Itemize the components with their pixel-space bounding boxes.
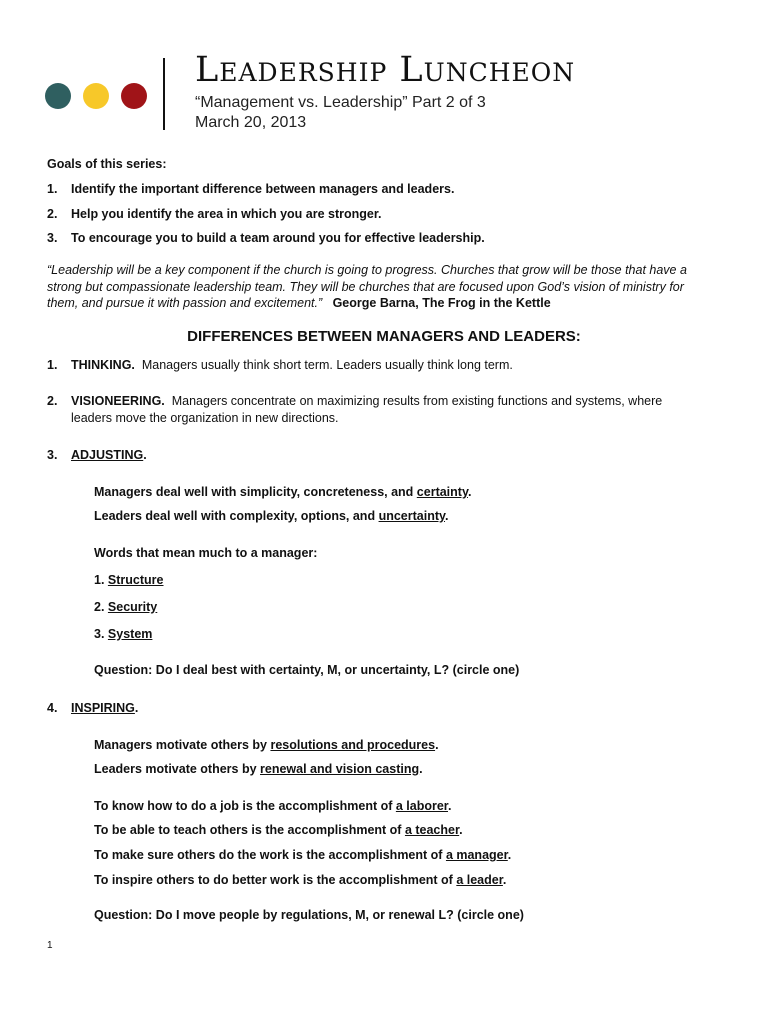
point-number: 4. <box>47 701 58 715</box>
point-adjusting <box>71 448 147 462</box>
point-visioneering <box>71 394 662 408</box>
point-text: Managers concentrate on maximizing results from existing functions and systems, where <box>171 394 663 408</box>
line-text: Leaders deal well with complexity, options, and <box>94 509 379 523</box>
quote-text: “Leadership will be a key component if the church is going to progress. Churches that grow will be those that have a strong but compassionate leadership team. They will be churches that are focused upon God’s vision of ministry for them, and pursue it with passion and excitement.” <box>47 263 687 310</box>
point-label-period: . <box>134 701 139 715</box>
role-line <box>94 848 511 862</box>
words-heading: Words that mean much to a manager: <box>94 546 318 560</box>
line-period: . <box>435 738 439 752</box>
teal-dot <box>45 83 71 109</box>
document-date: March 20, 2013 <box>195 114 307 131</box>
goal-number: 2. <box>47 207 58 221</box>
line-period: . <box>445 509 449 523</box>
point-label: THINKING. <box>71 358 135 372</box>
word-number: 3. <box>94 627 105 641</box>
document-subtitle: “Management vs. Leadership” Part 2 of 3 <box>195 94 486 111</box>
inspiring-question: Question: Do I move people by regulations, M, or renewal L? (circle one) <box>94 908 524 922</box>
underlined-answer: Structure <box>107 573 164 587</box>
page-number: 1 <box>47 940 53 951</box>
role-line <box>94 823 463 837</box>
adjusting-leaders-line <box>94 509 449 523</box>
line-period: . <box>459 823 463 837</box>
header-divider <box>163 58 165 130</box>
underlined-answer: System <box>107 627 153 641</box>
point-label-period: . <box>143 448 147 462</box>
line-text: To make sure others do the work is the accomplishment of <box>94 848 446 862</box>
point-number: 3. <box>47 448 58 462</box>
underlined-answer: uncertainty <box>378 509 446 523</box>
goal-item: To encourage you to build a team around you for effective leadership. <box>71 231 485 245</box>
underlined-answer: resolutions and procedures <box>270 738 436 752</box>
line-period: . <box>507 848 512 862</box>
line-period: . <box>448 799 452 813</box>
underlined-answer: certainty <box>416 485 468 499</box>
quote-author: George Barna, The Frog in the Kettle <box>332 296 551 310</box>
point-number: 2. <box>47 394 58 408</box>
line-text: To inspire others to do better work is the accomplishment of <box>94 873 457 887</box>
word-number: 2. <box>94 600 105 614</box>
line-period: . <box>467 485 472 499</box>
underlined-answer: a manager <box>445 848 508 862</box>
role-line <box>94 873 506 887</box>
adjusting-managers-line <box>94 485 471 499</box>
underlined-answer: Security <box>107 600 158 614</box>
underlined-answer: a leader <box>456 873 503 887</box>
inspiring-managers-line <box>94 738 439 752</box>
point-label: VISIONEERING. <box>71 394 165 408</box>
line-text: Managers motivate others by <box>94 738 271 752</box>
goal-number: 1. <box>47 182 58 196</box>
point-inspiring <box>71 701 138 715</box>
section-heading: DIFFERENCES BETWEEN MANAGERS AND LEADERS: <box>187 328 581 345</box>
point-label: ADJUSTING <box>71 448 144 462</box>
goal-number: 3. <box>47 231 58 245</box>
underlined-answer: a laborer <box>395 799 448 813</box>
word-item <box>94 627 152 641</box>
point-thinking <box>71 358 513 372</box>
point-text: Managers usually think short term. Leaders usually think long term. <box>141 358 513 372</box>
line-text: To be able to teach others is the accomplishment of <box>94 823 405 837</box>
adjusting-question: Question: Do I deal best with certainty, M, or uncertainty, L? (circle one) <box>94 663 520 677</box>
word-item <box>94 573 164 587</box>
goal-item: Identify the important difference between managers and leaders. <box>71 182 455 196</box>
line-period: . <box>419 762 423 776</box>
point-text-continued: leaders move the organization in new directions. <box>71 411 339 425</box>
word-number: 1. <box>94 573 105 587</box>
document-title: Leadership Luncheon <box>195 50 576 90</box>
line-text: Managers deal well with simplicity, concreteness, and <box>94 485 417 499</box>
underlined-answer: a teacher <box>404 823 460 837</box>
goals-heading: Goals of this series: <box>47 157 167 171</box>
inspiring-leaders-line <box>94 762 423 776</box>
point-number: 1. <box>47 358 58 372</box>
line-text: To know how to do a job is the accomplishment of <box>94 799 396 813</box>
role-line <box>94 799 451 813</box>
goal-item: Help you identify the area in which you are stronger. <box>71 207 382 221</box>
point-label: INSPIRING <box>71 701 135 715</box>
word-item <box>94 600 157 614</box>
yellow-dot <box>83 83 109 109</box>
line-text: Leaders motivate others by <box>94 762 261 776</box>
red-dot <box>121 83 147 109</box>
line-period: . <box>502 873 507 887</box>
underlined-answer: renewal and vision casting <box>260 762 420 776</box>
barna-quote <box>47 262 717 312</box>
